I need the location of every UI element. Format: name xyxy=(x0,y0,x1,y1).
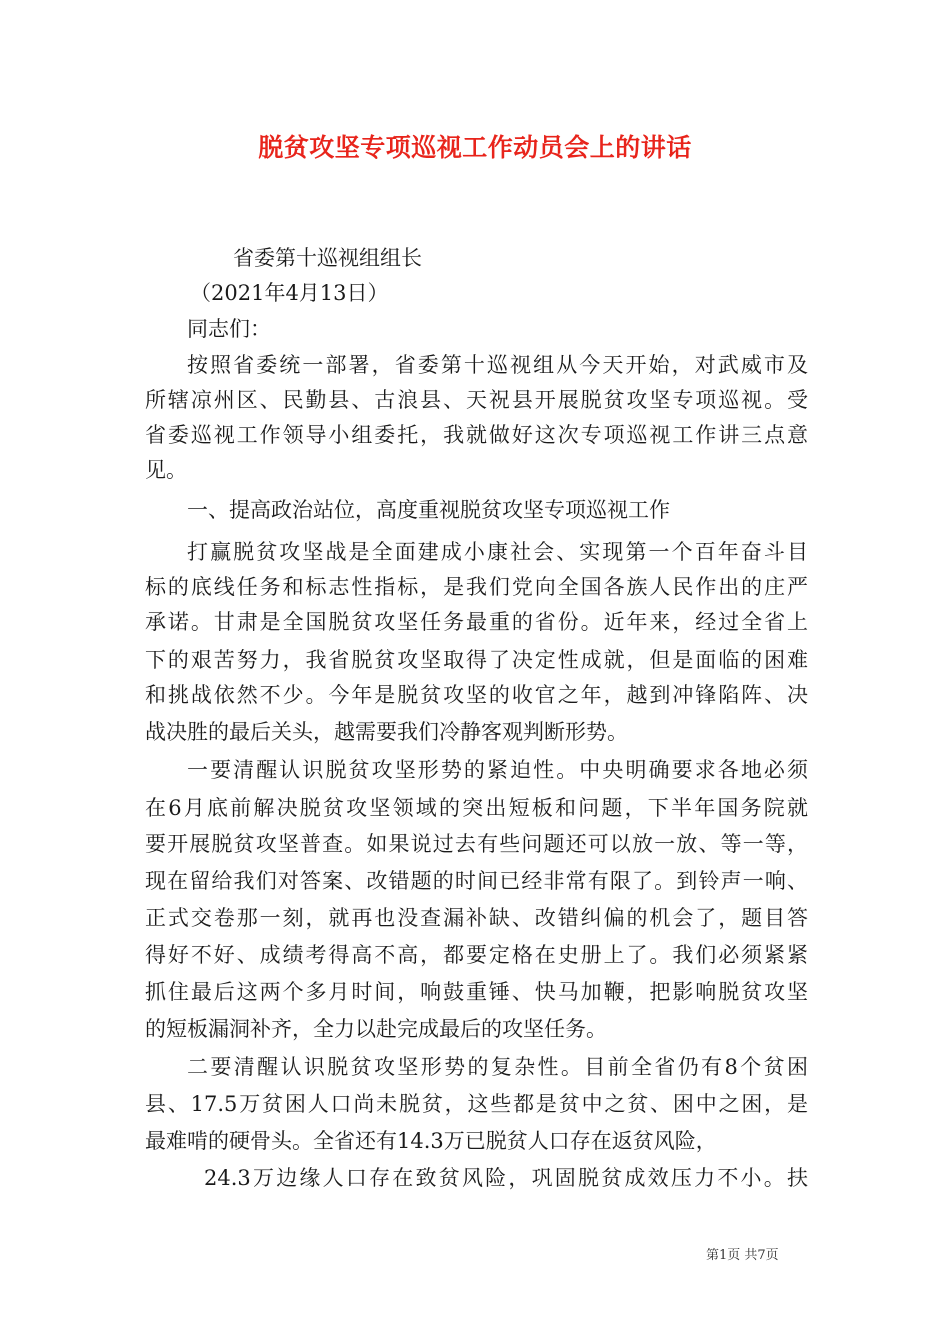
paragraph-line: 县、17.5万贫困人口尚未脱贫，这些都是贫中之贫、困中之困，是 xyxy=(145,1092,808,1116)
speech-date: （2021年4月13日） xyxy=(190,281,389,305)
paragraph-line: 按照省委统一部署，省委第十巡视组从今天开始，对武威市及 xyxy=(187,353,808,377)
paragraph-line: 得好不好、成绩考得高不高，都要定格在史册上了。我们必须紧紧 xyxy=(145,943,808,967)
paragraph-line: 省委巡视工作领导小组委托，我就做好这次专项巡视工作讲三点意 xyxy=(145,423,808,447)
document-title: 脱贫攻坚专项巡视工作动员会上的讲话 xyxy=(258,133,692,162)
paragraph-line: 正式交卷那一刻，就再也没查漏补缺、改错纠偏的机会了，题目答 xyxy=(145,906,808,930)
paragraph-line: 现在留给我们对答案、改错题的时间已经非常有限了。到铃声一响、 xyxy=(145,869,808,893)
paragraph-line: 的短板漏洞补齐，全力以赴完成最后的攻坚任务。 xyxy=(145,1017,607,1041)
paragraph-line: 在6月底前解决脱贫攻坚领域的突出短板和问题，下半年国务院就 xyxy=(145,796,808,820)
speaker-line: 省委第十巡视组组长 xyxy=(233,246,422,270)
paragraph-line: 下的艰苦努力，我省脱贫攻坚取得了决定性成就，但是面临的困难 xyxy=(145,648,808,672)
paragraph-line: 抓住最后这两个多月时间，响鼓重锤、快马加鞭，把影响脱贫攻坚 xyxy=(145,980,808,1004)
paragraph-line: 一要清醒认识脱贫攻坚形势的紧迫性。中央明确要求各地必须 xyxy=(187,758,808,782)
paragraph-line: 要开展脱贫攻坚普查。如果说过去有些问题还可以放一放、等一等， xyxy=(145,832,808,856)
section-heading: 一、提高政治站位，高度重视脱贫攻坚专项巡视工作 xyxy=(187,498,670,522)
paragraph-line: 打赢脱贫攻坚战是全面建成小康社会、实现第一个百年奋斗目 xyxy=(187,540,808,564)
paragraph-line: 见。 xyxy=(145,458,187,482)
paragraph-line: 24.3万边缘人口存在致贫风险，巩固脱贫成效压力不小。扶 xyxy=(204,1166,808,1190)
paragraph-line: 标的底线任务和标志性指标，是我们党向全国各族人民作出的庄严 xyxy=(145,575,808,599)
paragraph-line: 最难啃的硬骨头。全省还有14.3万已脱贫人口存在返贫风险， xyxy=(145,1129,717,1153)
salutation: 同志们： xyxy=(187,317,271,341)
paragraph-line: 所辖凉州区、民勤县、古浪县、天祝县开展脱贫攻坚专项巡视。受 xyxy=(145,388,808,412)
paragraph-line: 战决胜的最后关头，越需要我们冷静客观判断形势。 xyxy=(145,720,628,744)
page-footer: 第1页 共7页 xyxy=(706,1248,779,1263)
paragraph-line: 承诺。甘肃是全国脱贫攻坚任务最重的省份。近年来，经过全省上 xyxy=(145,610,808,634)
paragraph-line: 和挑战依然不少。今年是脱贫攻坚的收官之年，越到冲锋陷阵、决 xyxy=(145,683,808,707)
paragraph-line: 二要清醒认识脱贫攻坚形势的复杂性。目前全省仍有8个贫困 xyxy=(187,1055,808,1079)
